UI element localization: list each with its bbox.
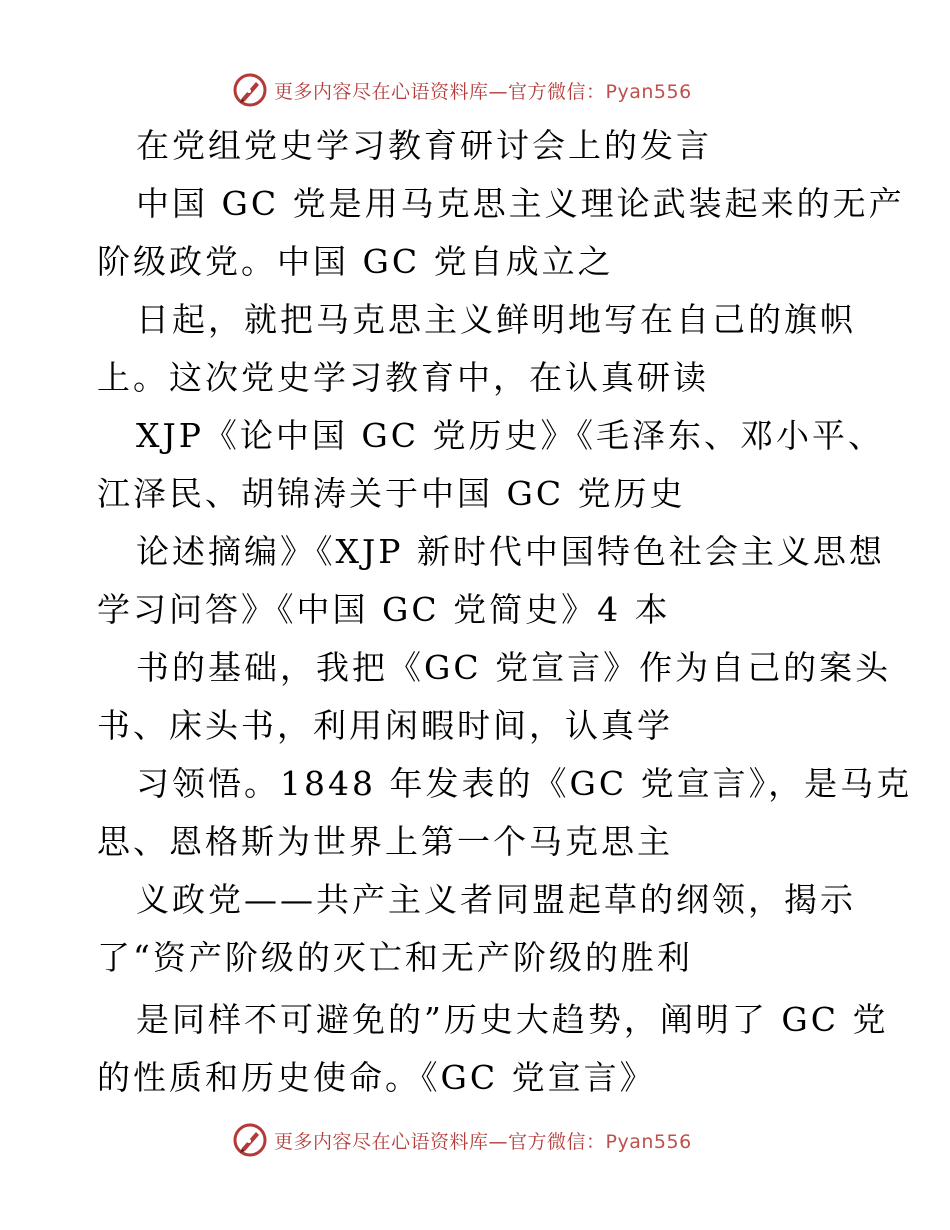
- paragraph-line: 日起，就把马克思主义鲜明地写在自己的旗帜: [136, 300, 856, 339]
- watermark-text: 更多内容尽在心语资料库—官方微信：Pyan556: [274, 80, 692, 103]
- pen-logo-icon: [232, 1122, 268, 1158]
- watermark-text: 更多内容尽在心语资料库—官方微信：Pyan556: [274, 1130, 692, 1153]
- paragraph-line: 学习问答》《中国 GC 党简史》4 本: [97, 590, 671, 629]
- paragraph-line: 书的基础，我把《GC 党宣言》作为自己的案头: [136, 648, 892, 687]
- paragraph-line: 义政党——共产主义者同盟起草的纲领，揭示: [136, 880, 856, 919]
- paragraph-line: 中国 GC 党是用马克思主义理论武装起来的无产: [136, 184, 905, 223]
- paragraph-line: 论述摘编》《XJP 新时代中国特色社会主义思想: [136, 532, 885, 571]
- paragraph-line: 思、恩格斯为世界上第一个马克思主: [97, 822, 673, 861]
- paragraph-line: 了“资产阶级的灭亡和无产阶级的胜利: [97, 938, 693, 977]
- paragraph-line: 上。这次党史学习教育中，在认真研读: [97, 358, 709, 397]
- header-watermark: [232, 70, 732, 110]
- footer-watermark: [232, 1120, 732, 1160]
- paragraph-line: 是同样不可避免的”历史大趋势，阐明了 GC 党: [136, 1000, 889, 1039]
- pen-logo-icon: [232, 72, 268, 108]
- paragraph-line: 习领悟。1848 年发表的《GC 党宣言》，是马克: [136, 764, 913, 803]
- paragraph-line: 江泽民、胡锦涛关于中国 GC 党历史: [97, 474, 686, 513]
- paragraph-line: 的性质和历史使命。《GC 党宣言》: [97, 1058, 656, 1097]
- paragraph-line: 阶级政党。中国 GC 党自成立之: [97, 242, 614, 281]
- document-title: 在党组党史学习教育研讨会上的发言: [136, 126, 712, 165]
- paragraph-line: 书、床头书，利用闲暇时间，认真学: [97, 706, 673, 745]
- paragraph-line: XJP《论中国 GC 党历史》《毛泽东、邓小平、: [136, 416, 885, 455]
